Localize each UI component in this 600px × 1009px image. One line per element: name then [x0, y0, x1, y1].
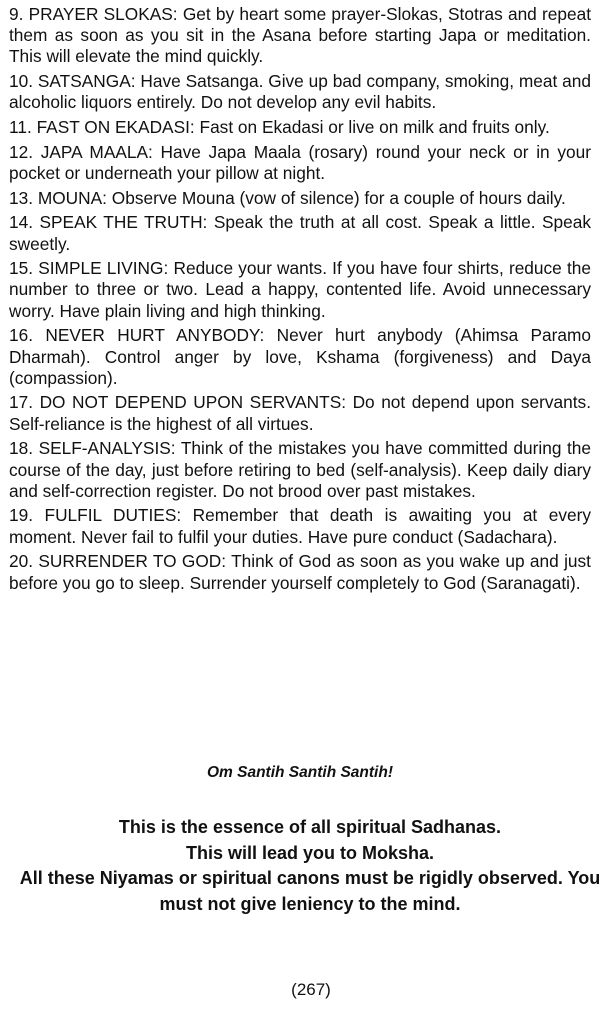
- rule-text: Remember that death is awaiting you at every moment. Never fail to fulfil your duties. Have pure conduct (Sadachara).: [9, 505, 591, 547]
- rule-item: [9, 258, 591, 322]
- essence-line: This will lead you to Moksha.: [185, 842, 435, 863]
- rule-title: NEVER HURT ANYBODY:: [45, 325, 265, 346]
- rule-text: Have Japa Maala (rosary) round your neck or in your pocket or underneath your pillow at night.: [9, 141, 591, 183]
- rule-text: Have Satsanga. Give up bad company, smoking, meat and alcoholic liquors entirely. Do not develop any evil habits.: [9, 71, 591, 113]
- rules-list: [9, 4, 591, 597]
- rule-item: [9, 4, 591, 68]
- rule-number: 10.: [9, 71, 34, 92]
- rule-item: [9, 438, 591, 502]
- rule-item: [9, 551, 591, 593]
- rule-item: [9, 505, 591, 547]
- rule-title: SPEAK THE TRUTH:: [39, 212, 208, 233]
- rule-title: JAPA MAALA:: [40, 141, 153, 162]
- rule-number: 18.: [9, 438, 34, 459]
- rule-item: [9, 71, 591, 113]
- rule-number: 19.: [9, 505, 34, 526]
- rule-text: Do not depend upon servants. Self-reliance is the highest of all virtues.: [9, 392, 591, 434]
- rule-title: SATSANGA:: [37, 71, 136, 92]
- rule-item: [9, 188, 591, 209]
- rule-text: Fast on Ekadasi or live on milk and fruits only.: [199, 117, 550, 138]
- rule-number: 11.: [9, 117, 32, 138]
- rule-number: 13.: [9, 187, 34, 208]
- rule-title: SIMPLE LIVING:: [38, 258, 169, 279]
- rule-number: 9.: [9, 4, 24, 24]
- rule-item: [9, 325, 591, 389]
- rule-title: MOUNA:: [37, 187, 107, 208]
- rule-number: 15.: [9, 258, 34, 279]
- rule-number: 17.: [9, 392, 34, 413]
- page-number: (267): [291, 980, 331, 999]
- rule-text: Never hurt anybody (Ahimsa Paramo Dharmah). Control anger by love, Kshama (forgiveness) and Daya (compassion).: [9, 325, 592, 388]
- rule-number: 20.: [9, 551, 34, 572]
- essence-line: This is the essence of all spiritual Sadhanas.: [118, 817, 502, 837]
- essence-line: All these Niyamas or spiritual canons must be rigidly observed. You must not give leniency to the mind.: [19, 868, 600, 914]
- rule-text: Think of God as soon as you wake up and just before you go to sleep. Surrender yourself completely to God (Saranagati).: [9, 551, 591, 593]
- rule-number: 14.: [9, 212, 34, 233]
- rule-title: FAST ON EKADASI:: [36, 117, 195, 138]
- rule-text: Reduce your wants. If you have four shirts, reduce the number to three or two. Lead a happy, contented life. Avoid unnecessary worry. Have plain living and high thinking.: [9, 258, 591, 321]
- rule-text: Get by heart some prayer-Slokas, Stotras and repeat them as soon as you sit in the Asana before starting Japa or meditation. This will elevate the mind quickly.: [9, 4, 591, 67]
- rule-item: [9, 142, 591, 184]
- rule-title: SELF-ANALYSIS:: [38, 438, 176, 459]
- rule-item: [9, 392, 591, 434]
- rule-item: [9, 212, 591, 254]
- rule-text: Think of the mistakes you have committed during the course of the day, just before retiring to bed (self-analysis). Keep daily diary and self-correction register. Do not brood over past mistakes.: [9, 438, 591, 501]
- rule-title: PRAYER SLOKAS:: [28, 4, 178, 24]
- rule-title: SURRENDER TO GOD:: [38, 551, 227, 572]
- rule-text: Observe Mouna (vow of silence) for a couple of hours daily.: [111, 187, 566, 208]
- rule-number: 16.: [9, 325, 34, 346]
- rule-title: FULFIL DUTIES:: [44, 505, 182, 526]
- rule-text: Speak the truth at all cost. Speak a little. Speak sweetly.: [9, 212, 591, 254]
- closing-chant: Om Santih Santih Santih!: [206, 764, 393, 781]
- rule-title: DO NOT DEPEND UPON SERVANTS:: [39, 392, 347, 413]
- rule-item: [9, 117, 591, 138]
- rule-number: 12.: [9, 141, 34, 162]
- essence-statement: [0, 815, 600, 917]
